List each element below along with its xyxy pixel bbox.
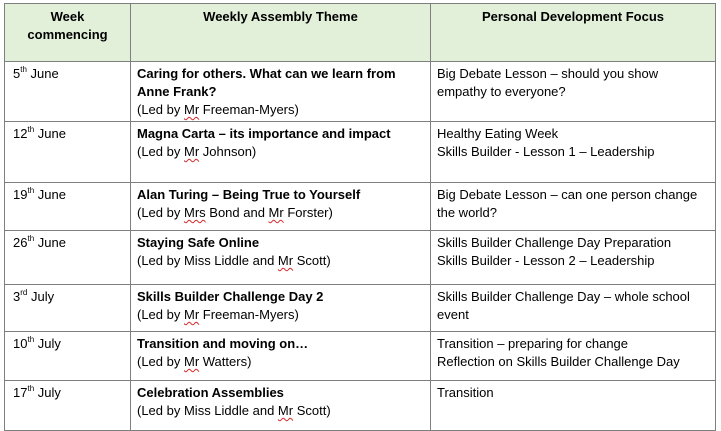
focus-line: Reflection on Skills Builder Challenge Day: [437, 354, 680, 369]
week-date: [5, 62, 131, 122]
assembly-theme: Magna Carta – its importance and impact: [137, 126, 391, 141]
assembly-theme-cell: [131, 183, 431, 231]
focus-line: Skills Builder Challenge Day – whole school event: [437, 289, 690, 322]
header-row: [5, 4, 716, 62]
date-month: July: [37, 336, 61, 351]
assembly-theme: Staying Safe Online: [137, 235, 260, 250]
date-suffix: rd: [20, 287, 28, 297]
header-assembly-theme: Weekly Assembly Theme: [131, 4, 431, 62]
date-day: 19: [13, 187, 28, 202]
led-by-prefix: (Led by: [137, 102, 184, 117]
table-row: [5, 62, 716, 122]
week-date: [5, 285, 131, 332]
date-day: 5: [13, 66, 21, 81]
led-by-title: Mr: [183, 102, 200, 117]
led-by: [137, 306, 424, 324]
date-suffix: th: [27, 383, 35, 393]
table-row: [5, 122, 716, 183]
led-by-name: Freeman-Myers): [199, 102, 299, 117]
focus-cell: [431, 332, 716, 381]
focus-line: Skills Builder - Lesson 2 – Leadership: [437, 253, 655, 268]
date-month: June: [37, 235, 66, 250]
led-by-title: Mr: [268, 205, 284, 220]
table-row: [5, 332, 716, 381]
focus-line: Transition: [437, 385, 494, 400]
header-week-commencing: Week commencing: [5, 4, 131, 62]
led-by-prefix: (Led by: [137, 354, 184, 369]
assembly-theme-cell: [131, 62, 431, 122]
assembly-theme-cell: [131, 285, 431, 332]
led-by-title: Mr: [183, 354, 200, 369]
led-by-prefix: (Led by Miss Liddle and: [137, 253, 278, 268]
led-by-title: Mr: [277, 403, 294, 418]
table-row: [5, 231, 716, 285]
led-by-name: Johnson): [199, 144, 257, 159]
led-by-title: Mrs: [183, 205, 206, 220]
led-by-title: Mr: [183, 307, 200, 322]
assembly-theme-cell: [131, 381, 431, 431]
date-month: June: [30, 66, 59, 81]
assembly-theme-cell: [131, 122, 431, 183]
assembly-theme: Caring for others. What can we learn from Anne Frank?: [137, 66, 396, 99]
week-date: [5, 381, 131, 431]
focus-cell: [431, 231, 716, 285]
table-row: [5, 183, 716, 231]
date-month: July: [37, 385, 61, 400]
date-suffix: th: [27, 233, 35, 243]
focus-cell: [431, 183, 716, 231]
focus-line: Big Debate Lesson – can one person change the world?: [437, 187, 698, 220]
assembly-theme: Celebration Assemblies: [137, 385, 284, 400]
table-row: [5, 285, 716, 332]
focus-line: Healthy Eating Week: [437, 126, 559, 141]
header-personal-development-focus: Personal Development Focus: [431, 4, 716, 62]
led-by: [137, 143, 424, 161]
table-row: [5, 381, 716, 431]
date-day: 3: [13, 289, 21, 304]
led-by-prefix: (Led by: [137, 205, 184, 220]
led-by-name: Bond and: [205, 205, 269, 220]
focus-line: Skills Builder - Lesson 1 – Leadership: [437, 144, 655, 159]
focus-cell: [431, 62, 716, 122]
led-by-prefix: (Led by: [137, 307, 184, 322]
date-day: 17: [13, 385, 28, 400]
date-month: June: [37, 126, 66, 141]
led-by: [137, 101, 424, 119]
led-by-name: Freeman-Myers): [199, 307, 299, 322]
date-suffix: th: [27, 334, 35, 344]
focus-line: Transition – preparing for change: [437, 336, 629, 351]
week-date: [5, 183, 131, 231]
led-by: [137, 402, 424, 420]
assembly-theme-cell: [131, 332, 431, 381]
focus-line: Skills Builder Challenge Day Preparation: [437, 235, 672, 250]
focus-line: Big Debate Lesson – should you show empathy to everyone?: [437, 66, 659, 99]
week-date: [5, 231, 131, 285]
focus-cell: [431, 381, 716, 431]
assembly-schedule-table: [4, 3, 716, 431]
date-day: 12: [13, 126, 28, 141]
led-by-name: Forster): [283, 205, 333, 220]
led-by: [137, 252, 424, 270]
assembly-theme: Transition and moving on…: [137, 336, 309, 351]
date-suffix: th: [27, 124, 35, 134]
led-by-name: Scott): [293, 403, 331, 418]
assembly-theme-cell: [131, 231, 431, 285]
week-date: [5, 122, 131, 183]
week-date: [5, 332, 131, 381]
led-by: [137, 353, 424, 371]
date-day: 26: [13, 235, 28, 250]
date-month: June: [37, 187, 66, 202]
focus-cell: [431, 122, 716, 183]
led-by-prefix: (Led by Miss Liddle and: [137, 403, 278, 418]
led-by-title: Mr: [277, 253, 294, 268]
led-by-title: Mr: [183, 144, 200, 159]
led-by-name: Watters): [199, 354, 252, 369]
date-day: 10: [13, 336, 28, 351]
assembly-theme: Skills Builder Challenge Day 2: [137, 289, 324, 304]
led-by-prefix: (Led by: [137, 144, 184, 159]
date-suffix: th: [27, 185, 35, 195]
led-by-name: Scott): [293, 253, 331, 268]
date-month: July: [30, 289, 55, 304]
led-by: [137, 204, 424, 222]
date-suffix: th: [20, 64, 27, 74]
focus-cell: [431, 285, 716, 332]
assembly-theme: Alan Turing – Being True to Yourself: [137, 187, 361, 202]
